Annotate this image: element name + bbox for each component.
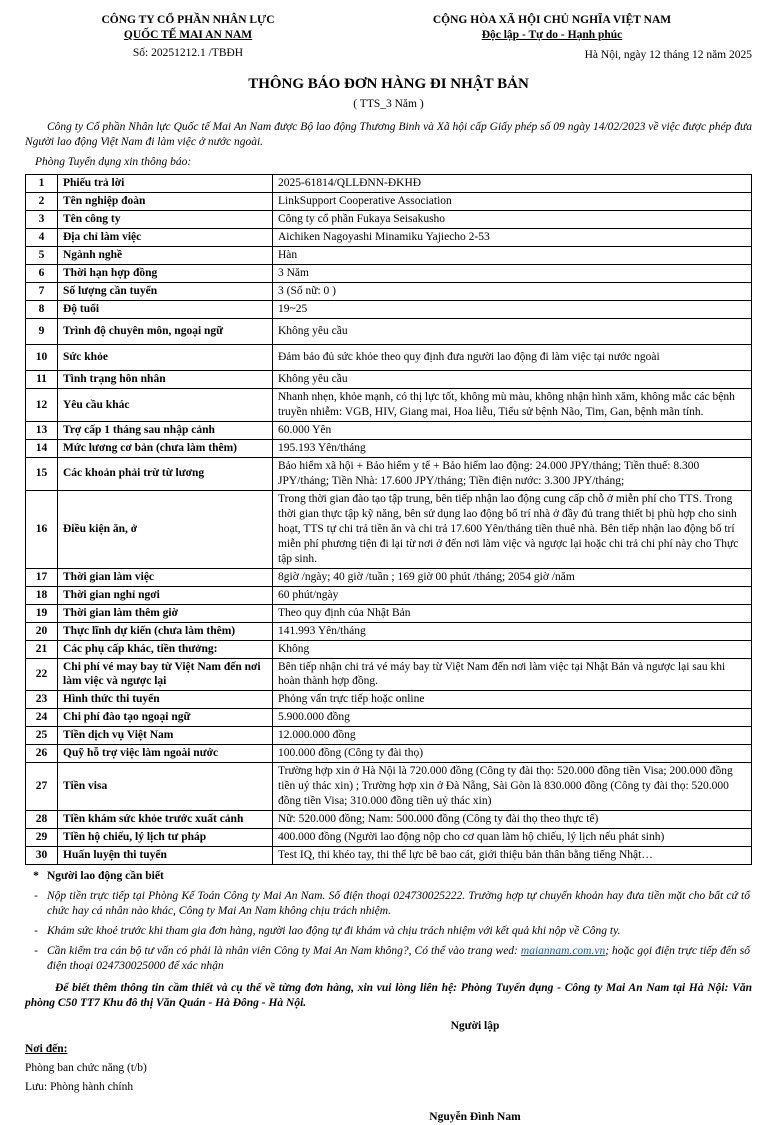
license-paragraph: Công ty Cổ phần Nhân lực Quốc tế Mai An Nam được Bộ lao động Thương Binh và Xã hội cấp Giấy phép số 09 ngày 14/02/2023 về việc được phép đưa Người lao động Việt Nam đi làm việc ở nước ngoài. bbox=[25, 121, 752, 149]
table-row bbox=[26, 265, 752, 283]
row-value: 100.000 đồng (Công ty đài thọ) bbox=[273, 745, 752, 763]
row-number: 10 bbox=[26, 345, 58, 371]
row-value: LinkSupport Cooperative Association bbox=[273, 193, 752, 211]
row-value: Không yêu cầu bbox=[273, 319, 752, 345]
table-row bbox=[26, 490, 752, 568]
row-value: 8giờ /ngày; 40 giờ /tuần ; 169 giờ 00 phút /tháng; 2054 giờ /năm bbox=[273, 568, 752, 586]
notes-heading bbox=[25, 869, 752, 884]
dash-marker: - bbox=[34, 944, 38, 957]
note-item bbox=[25, 924, 752, 939]
note-text-pre: Cần kiểm tra cán bộ tư vấn có phải là nhân viên Công ty Mai An Nam không?, Có thể vào trang wed: bbox=[47, 944, 521, 957]
row-value: Đảm bảo đủ sức khỏe theo quy định đưa người lao động đi làm việc tại nước ngoài bbox=[273, 345, 752, 371]
row-value: 5.900.000 đồng bbox=[273, 709, 752, 727]
row-number: 3 bbox=[26, 211, 58, 229]
table-row bbox=[26, 421, 752, 439]
preparer-label: Người lập bbox=[450, 1019, 500, 1032]
row-number: 18 bbox=[26, 586, 58, 604]
contact-paragraph: Để biết thêm thông tin cầm thiết và cụ thể về từng đơn hàng, xin vui lòng liên hệ: Phòng Tuyển dụng - Công ty Mai An Nam tại Hà Nội: Văn phòng C50 TT7 Khu đô thị Văn Quán - Hà Đông - Hà Nội. bbox=[25, 981, 752, 1009]
document-number: Số: 20251212.1 /TBĐH bbox=[132, 46, 244, 59]
table-row bbox=[26, 763, 752, 811]
row-value: Nhanh nhẹn, khỏe mạnh, có thị lực tốt, không mù màu, không nhận hình xăm, không mắc các bệnh truyền nhiễm: VGB, HIV, Giang mai, Hoa liễu, Tiểu sử bệnh Não, Tim, Gan, bệnh mãn tính. bbox=[273, 389, 752, 422]
table-row bbox=[26, 389, 752, 422]
row-label: Chi phí vé may bay từ Việt Nam đến nơi làm việc và ngược lại bbox=[58, 658, 273, 691]
recipients-heading: Nơi đến: bbox=[25, 1042, 68, 1055]
document-header bbox=[25, 13, 752, 63]
row-value: 400.000 đồng (Người lao động nộp cho cơ quan làm hộ chiếu, lý lịch nếu phát sinh) bbox=[273, 829, 752, 847]
row-label: Mức lương cơ bản (chưa làm thêm) bbox=[58, 439, 273, 457]
row-label: Tiền khám sức khỏe trước xuất cảnh bbox=[58, 811, 273, 829]
note-text: Khám sức khoẻ trước khi tham gia đơn hàng, người lao động tự đi khám và chịu trách nhiệm với kết quả khi nộp về Công ty. bbox=[47, 925, 621, 937]
table-row bbox=[26, 211, 752, 229]
intro-section bbox=[25, 120, 752, 150]
row-value: 12.000.000 đồng bbox=[273, 727, 752, 745]
row-label: Quỹ hỗ trợ việc làm ngoài nước bbox=[58, 745, 273, 763]
row-number: 2 bbox=[26, 193, 58, 211]
row-value: 195.193 Yên/tháng bbox=[273, 439, 752, 457]
row-label: Địa chỉ làm việc bbox=[58, 229, 273, 247]
row-value: Không bbox=[273, 640, 752, 658]
row-label: Phiếu trả lời bbox=[58, 175, 273, 193]
table-row bbox=[26, 319, 752, 345]
note-text bbox=[47, 944, 752, 974]
row-label: Thời gian làm thêm giờ bbox=[58, 604, 273, 622]
row-label: Thực lĩnh dự kiến (chưa làm thêm) bbox=[58, 622, 273, 640]
row-label: Thời hạn hợp đồng bbox=[58, 265, 273, 283]
national-block bbox=[352, 13, 752, 63]
table-row bbox=[26, 847, 752, 865]
table-row bbox=[26, 658, 752, 691]
row-value: 60.000 Yên bbox=[273, 421, 752, 439]
announce-line: Phòng Tuyển dụng xin thông báo: bbox=[35, 156, 192, 169]
row-number: 26 bbox=[26, 745, 58, 763]
row-value: Theo quy định của Nhật Bản bbox=[273, 604, 752, 622]
row-number: 6 bbox=[26, 265, 58, 283]
row-label: Độ tuổi bbox=[58, 301, 273, 319]
note-item bbox=[25, 944, 752, 974]
row-value: Trong thời gian đào tạo tập trung, bên tiếp nhận lao động cung cấp chỗ ở miễn phí cho TTS. Trong thời gian thực tập kỹ năng, bên sử dụng lao động bố trí nhà ở đầy đủ trang thiết bị phù hợp cho sinh hoạt, TTS tự chi trả tiền ăn và chi trả 17.600 Yên/tháng tiền thuê nhà. Bên tiếp nhận lao động bố trí miễn phí phương tiện đi lại từ nơi ở đến nơi làm việc và ngược lại hoặc chi trả chi phí này cho Thực tập sinh. bbox=[273, 490, 752, 568]
row-value: 60 phút/ngày bbox=[273, 586, 752, 604]
row-number: 19 bbox=[26, 604, 58, 622]
table-row bbox=[26, 709, 752, 727]
row-label: Số lượng cần tuyển bbox=[58, 283, 273, 301]
recipient-line: Phòng ban chức năng (t/b) bbox=[25, 1061, 147, 1074]
signature-name: Nguyễn Đình Nam bbox=[429, 1111, 521, 1124]
row-value: 2025-61814/QLLĐNN-ĐKHĐ bbox=[273, 175, 752, 193]
table-row bbox=[26, 829, 752, 847]
date-line: Hà Nội, ngày 12 tháng 12 năm 2025 bbox=[584, 48, 752, 61]
national-motto-line2: Độc lập - Tự do - Hạnh phúc bbox=[481, 28, 623, 41]
row-number: 1 bbox=[26, 175, 58, 193]
table-row bbox=[26, 439, 752, 457]
company-block bbox=[53, 13, 323, 63]
row-label: Thời gian nghỉ ngơi bbox=[58, 586, 273, 604]
table-row bbox=[26, 247, 752, 265]
table-row bbox=[26, 622, 752, 640]
row-number: 5 bbox=[26, 247, 58, 265]
row-number: 13 bbox=[26, 421, 58, 439]
row-value: 3 (Số nữ: 0 ) bbox=[273, 283, 752, 301]
row-label: Trợ cấp 1 tháng sau nhập cảnh bbox=[58, 421, 273, 439]
row-value: Hàn bbox=[273, 247, 752, 265]
row-value: 141.993 Yên/tháng bbox=[273, 622, 752, 640]
row-label: Các phụ cấp khác, tiền thưởng: bbox=[58, 640, 273, 658]
row-label: Chi phí đào tạo ngoại ngữ bbox=[58, 709, 273, 727]
row-label: Hình thức thi tuyển bbox=[58, 691, 273, 709]
row-number: 21 bbox=[26, 640, 58, 658]
row-number: 11 bbox=[26, 371, 58, 389]
job-order-table bbox=[25, 174, 752, 865]
notes-section bbox=[25, 869, 752, 1011]
row-value: 3 Năm bbox=[273, 265, 752, 283]
row-value: Aichiken Nagoyashi Minamiku Yajiecho 2-53 bbox=[273, 229, 752, 247]
row-number: 7 bbox=[26, 283, 58, 301]
table-row bbox=[26, 586, 752, 604]
row-number: 27 bbox=[26, 763, 58, 811]
notes-heading-text: Người lao động cần biết bbox=[47, 870, 164, 883]
row-number: 15 bbox=[26, 457, 58, 490]
row-number: 20 bbox=[26, 622, 58, 640]
row-number: 12 bbox=[26, 389, 58, 422]
row-label: Ngành nghề bbox=[58, 247, 273, 265]
footer-section bbox=[25, 1019, 752, 1125]
recipients-block bbox=[25, 1042, 752, 1095]
row-label: Tên công ty bbox=[58, 211, 273, 229]
asterisk-marker: * bbox=[33, 870, 39, 883]
table-row bbox=[26, 457, 752, 490]
row-value: Test IQ, thi khéo tay, thi thể lực bê bao cát, giới thiệu bản thân bằng tiếng Nhật… bbox=[273, 847, 752, 865]
row-value: Công ty cổ phần Fukaya Seisakusho bbox=[273, 211, 752, 229]
row-label: Yêu cầu khác bbox=[58, 389, 273, 422]
note-text-post: ; hoặc gọi điện trực tiếp đến số điện thoại 024730025000 để xác nhận bbox=[47, 944, 750, 972]
page-title: THÔNG BÁO ĐƠN HÀNG ĐI NHẬT BẢN bbox=[248, 75, 529, 92]
table-row bbox=[26, 811, 752, 829]
table-row bbox=[26, 745, 752, 763]
row-number: 22 bbox=[26, 658, 58, 691]
row-number: 23 bbox=[26, 691, 58, 709]
note-text: Nộp tiền trực tiếp tại Phòng Kế Toán Công ty Mai An Nam. Số điện thoại 024730025222. Trường hợp tự chuyển khoản hay đưa tiền mặt cho bất cứ tổ chức hay cá nhân nào khác, Công ty Mai An Nam không chịu trách nhiệm. bbox=[47, 890, 750, 918]
note-item bbox=[25, 889, 752, 919]
row-label: Tiền hộ chiếu, lý lịch tư pháp bbox=[58, 829, 273, 847]
row-label: Điều kiện ăn, ở bbox=[58, 490, 273, 568]
website-link[interactable]: maiannam.com.vn bbox=[520, 944, 606, 957]
row-label: Tình trạng hôn nhân bbox=[58, 371, 273, 389]
row-value: 19~25 bbox=[273, 301, 752, 319]
row-value: Bên tiếp nhận chi trả vé máy bay từ Việt Nam đến nơi làm việc tại Nhật Bản và ngược lại sau khi hoàn thành hợp đồng. bbox=[273, 658, 752, 691]
row-number: 29 bbox=[26, 829, 58, 847]
row-number: 24 bbox=[26, 709, 58, 727]
table-row bbox=[26, 193, 752, 211]
row-label: Huấn luyện thi tuyển bbox=[58, 847, 273, 865]
recipient-line: Lưu: Phòng hành chính bbox=[25, 1080, 134, 1093]
row-number: 16 bbox=[26, 490, 58, 568]
row-value: Không yêu cầu bbox=[273, 371, 752, 389]
table-row bbox=[26, 604, 752, 622]
row-value: Nữ: 520.000 đồng; Nam: 500.000 đồng (Công ty đài thọ theo thực tế) bbox=[273, 811, 752, 829]
row-number: 17 bbox=[26, 568, 58, 586]
row-number: 28 bbox=[26, 811, 58, 829]
row-number: 4 bbox=[26, 229, 58, 247]
row-value: Bảo hiểm xã hội + Bảo hiểm y tế + Bảo hiểm lao động: 24.000 JPY/tháng; Tiền thuế: 8.300 JPY/tháng; Tiền Nhà: 17.600 JPY/tháng; Tiền điện nước: 3.300 JPY/tháng; bbox=[273, 457, 752, 490]
table-row bbox=[26, 301, 752, 319]
row-number: 14 bbox=[26, 439, 58, 457]
row-value: Phỏng vấn trực tiếp hoặc online bbox=[273, 691, 752, 709]
table-row bbox=[26, 345, 752, 371]
dash-marker: - bbox=[34, 890, 38, 903]
company-name-line1: CÔNG TY CỔ PHẦN NHÂN LỰC bbox=[101, 14, 275, 26]
dash-marker: - bbox=[34, 925, 38, 937]
row-number: 25 bbox=[26, 727, 58, 745]
row-value: Trường hợp xin ở Hà Nội là 720.000 đồng (Công ty đài thọ: 520.000 đồng tiền Visa; 200.000 đồng tiền uỷ thác xin) ; Trường hợp xin ở Đà Nẵng, Sài Gòn là 830.000 đồng (Công ty đài thọ: 520.000 đồng tiền Visa; 310.000 đồng tiền uỷ thác xin) bbox=[273, 763, 752, 811]
row-label: Tiền dịch vụ Việt Nam bbox=[58, 727, 273, 745]
table-row bbox=[26, 229, 752, 247]
national-motto-line1: CỘNG HÒA XÃ HỘI CHỦ NGHĨA VIỆT NAM bbox=[432, 14, 672, 26]
table-row bbox=[26, 283, 752, 301]
row-number: 9 bbox=[26, 319, 58, 345]
row-number: 8 bbox=[26, 301, 58, 319]
company-name-line2: QUỐC TẾ MAI AN NAM bbox=[123, 28, 253, 41]
page-subtitle: ( TTS_3 Năm ) bbox=[353, 98, 424, 111]
row-label: Trình độ chuyên môn, ngoại ngữ bbox=[58, 319, 273, 345]
table-row bbox=[26, 727, 752, 745]
row-label: Sức khỏe bbox=[58, 345, 273, 371]
table-row bbox=[26, 568, 752, 586]
row-number: 30 bbox=[26, 847, 58, 865]
table-row bbox=[26, 175, 752, 193]
table-row bbox=[26, 371, 752, 389]
row-label: Tiền visa bbox=[58, 763, 273, 811]
row-label: Các khoản phải trừ từ lương bbox=[58, 457, 273, 490]
row-label: Thời gian làm việc bbox=[58, 568, 273, 586]
table-row bbox=[26, 691, 752, 709]
row-label: Tên nghiệp đoàn bbox=[58, 193, 273, 211]
table-row bbox=[26, 640, 752, 658]
